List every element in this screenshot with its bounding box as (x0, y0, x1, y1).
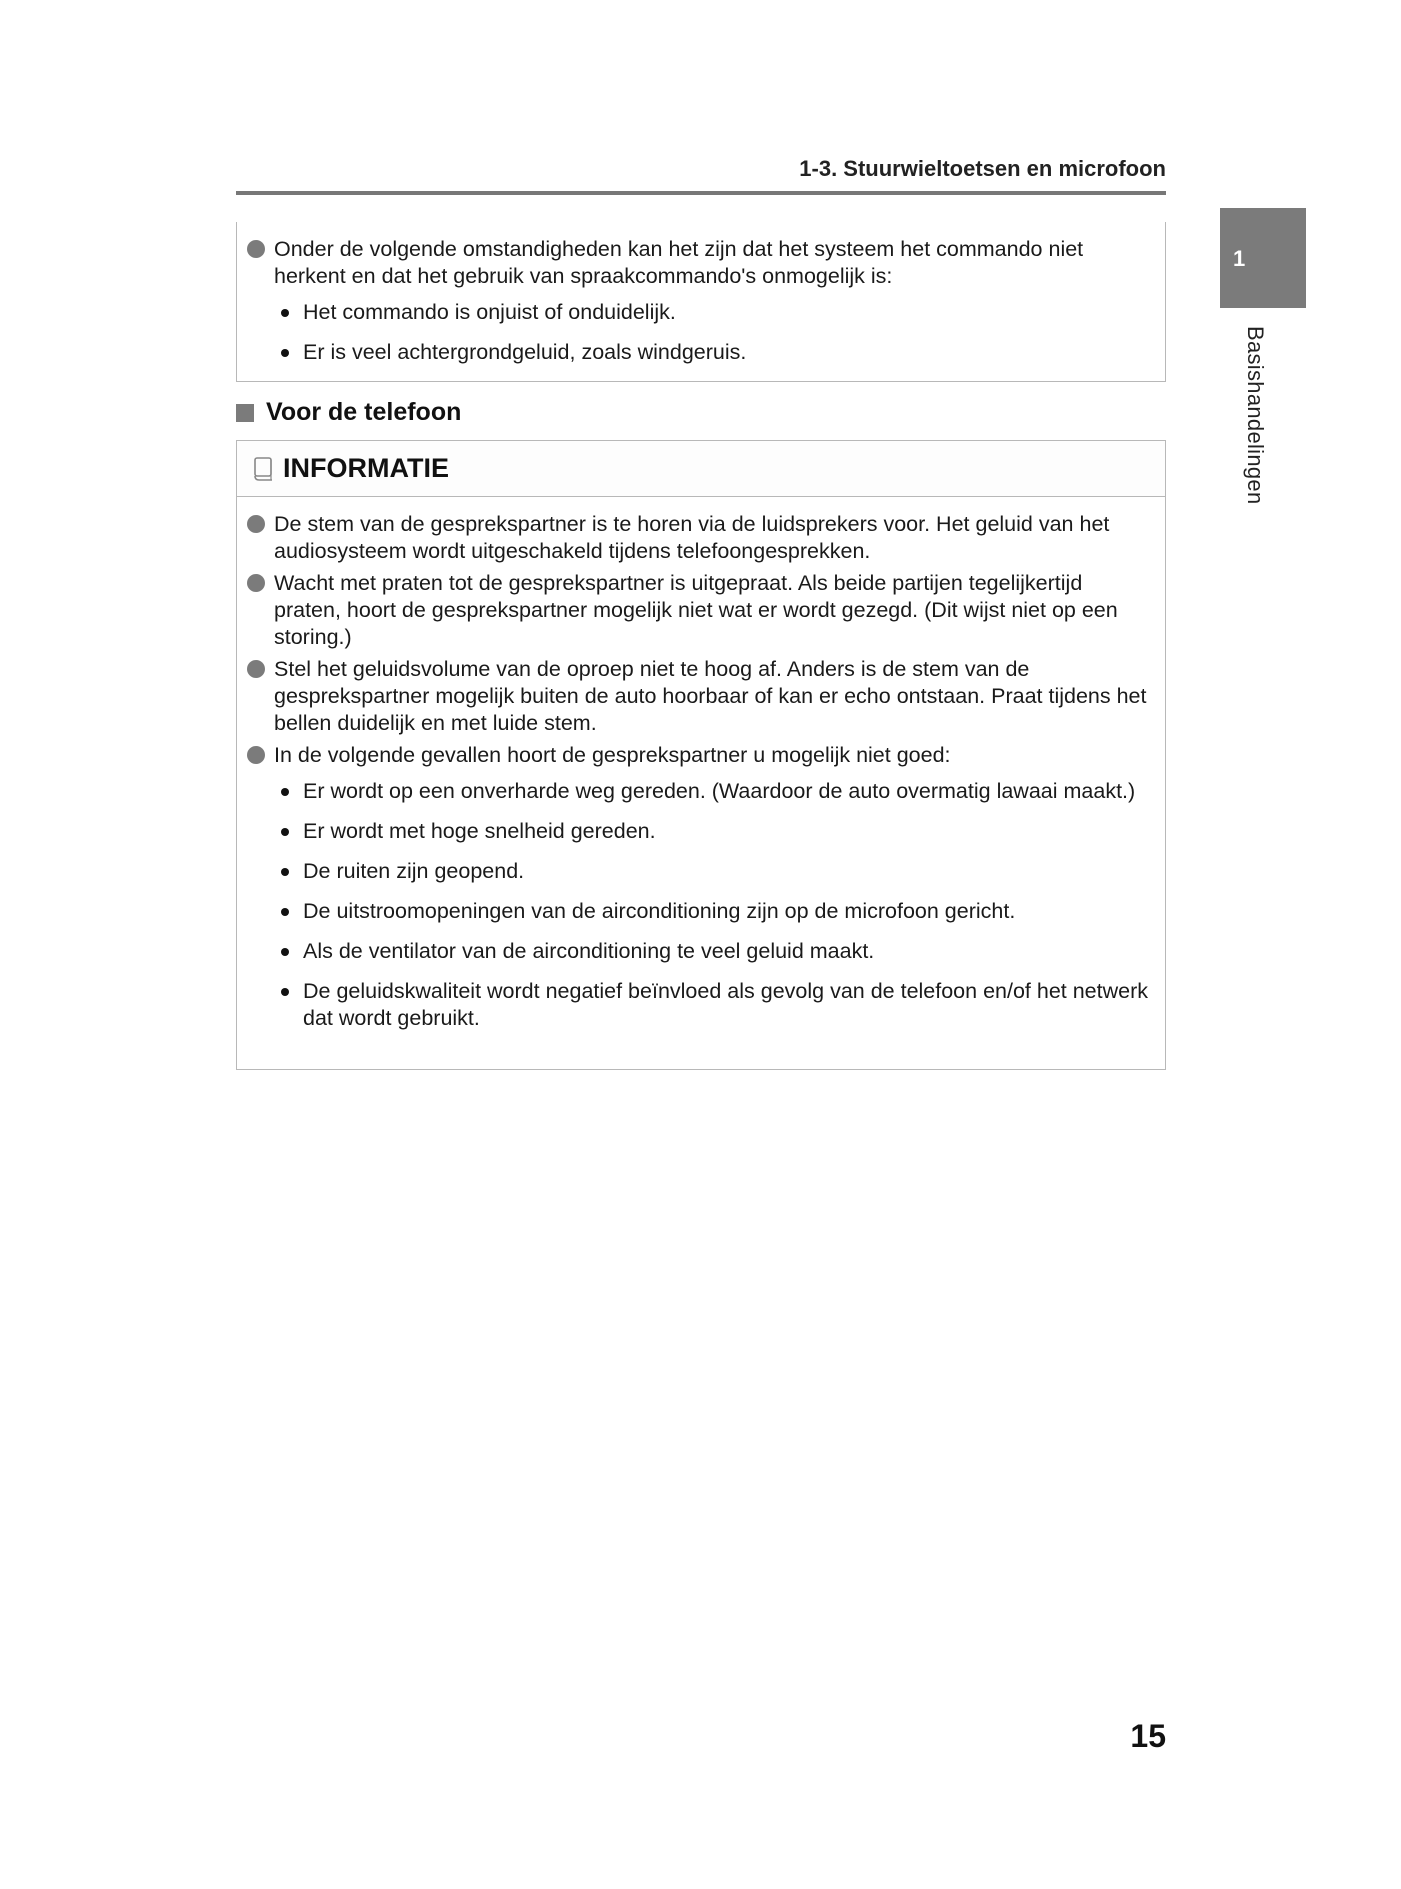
sub-list-item-text: De ruiten zijn geopend. (303, 859, 525, 883)
bullet-circle-icon (247, 515, 265, 533)
chapter-number: 1 (1233, 246, 1246, 271)
section-heading (236, 398, 461, 427)
list-item (237, 236, 1165, 290)
bullet-circle-icon (247, 574, 265, 592)
sub-list-item-text: De uitstroomopeningen van de airconditioning zijn op de microfoon gericht. (303, 899, 1016, 923)
list-item-text: De stem van de gesprekspartner is te horen via de luidsprekers voor. Het geluid van het audiosysteem wordt uitgeschakeld tijdens telefoongesprekken. (274, 512, 1110, 563)
bullet-dot-icon (281, 828, 289, 836)
bullet-dot-icon (281, 788, 289, 796)
information-box-title: INFORMATIE (283, 453, 449, 483)
list-item-text: Onder de volgende omstandigheden kan het zijn dat het systeem het commando niet herkent en dat het gebruik van spraakcommando's onmogelijk is: (274, 237, 1084, 288)
sub-list-item (237, 818, 1165, 845)
bullet-circle-icon (247, 746, 265, 764)
bullet-circle-icon (247, 660, 265, 678)
sub-list-item-text: Er is veel achtergrondgeluid, zoals windgeruis. (303, 340, 747, 364)
list-item-text: In de volgende gevallen hoort de gesprekspartner u mogelijk niet goed: (274, 743, 951, 767)
book-icon (253, 456, 275, 482)
sub-list-item-text: Er wordt op een onverharde weg gereden. (Waardoor de auto overmatig lawaai maakt.) (303, 779, 1136, 803)
bullet-dot-icon (281, 309, 289, 317)
list-item (237, 570, 1165, 651)
sub-list-item (237, 858, 1165, 885)
chapter-side-label: Basishandelingen (1243, 326, 1268, 505)
sub-list-item-text: Er wordt met hoge snelheid gereden. (303, 819, 656, 843)
sub-list-item (237, 299, 1165, 326)
sub-list-item (237, 938, 1165, 965)
section-heading-text: Voor de telefoon (266, 398, 462, 426)
sub-list-item (237, 339, 1165, 366)
list-item (237, 656, 1165, 737)
header-rule (236, 191, 1166, 195)
sub-list-item-text: Het commando is onjuist of onduidelijk. (303, 300, 676, 324)
bullet-dot-icon (281, 349, 289, 357)
information-box (236, 440, 1166, 1070)
page-number: 15 (1130, 1718, 1166, 1754)
recognition-notes-box (236, 222, 1166, 382)
information-box-body (237, 497, 1165, 1032)
sub-list-item (237, 898, 1165, 925)
list-item (237, 742, 1165, 769)
sub-list (237, 299, 1165, 366)
bullet-dot-icon (281, 988, 289, 996)
chapter-tab (1220, 208, 1306, 308)
bullet-dot-icon (281, 948, 289, 956)
sub-list-item (237, 778, 1165, 805)
list-item-text: Wacht met praten tot de gesprekspartner is uitgepraat. Als beide partijen tegelijkertijd praten, hoort de gesprekspartner mogelijk niet wat er wordt gezegd. (Dit wijst niet op een storing.) (274, 571, 1118, 649)
sub-list-item-text: De geluidskwaliteit wordt negatief beïnvloed als gevolg van de telefoon en/of het netwerk dat wordt gebruikt. (303, 979, 1149, 1030)
sub-list-item-text: Als de ventilator van de airconditioning te veel geluid maakt. (303, 939, 875, 963)
sub-list (237, 778, 1165, 1032)
list-item-text: Stel het geluidsvolume van de oproep niet te hoog af. Anders is de stem van de gesprekspartner mogelijk buiten de auto hoorbaar of kan er echo ontstaan. Praat tijdens het bellen duidelijk en met luide stem. (274, 657, 1147, 735)
section-header-title: 1-3. Stuurwieltoetsen en microfoon (799, 156, 1166, 181)
bullet-dot-icon (281, 908, 289, 916)
information-box-header (237, 441, 1165, 497)
section-square-icon (236, 404, 254, 422)
bullet-dot-icon (281, 868, 289, 876)
sub-list-item (237, 978, 1165, 1032)
bullet-circle-icon (247, 240, 265, 258)
list-item (237, 511, 1165, 565)
